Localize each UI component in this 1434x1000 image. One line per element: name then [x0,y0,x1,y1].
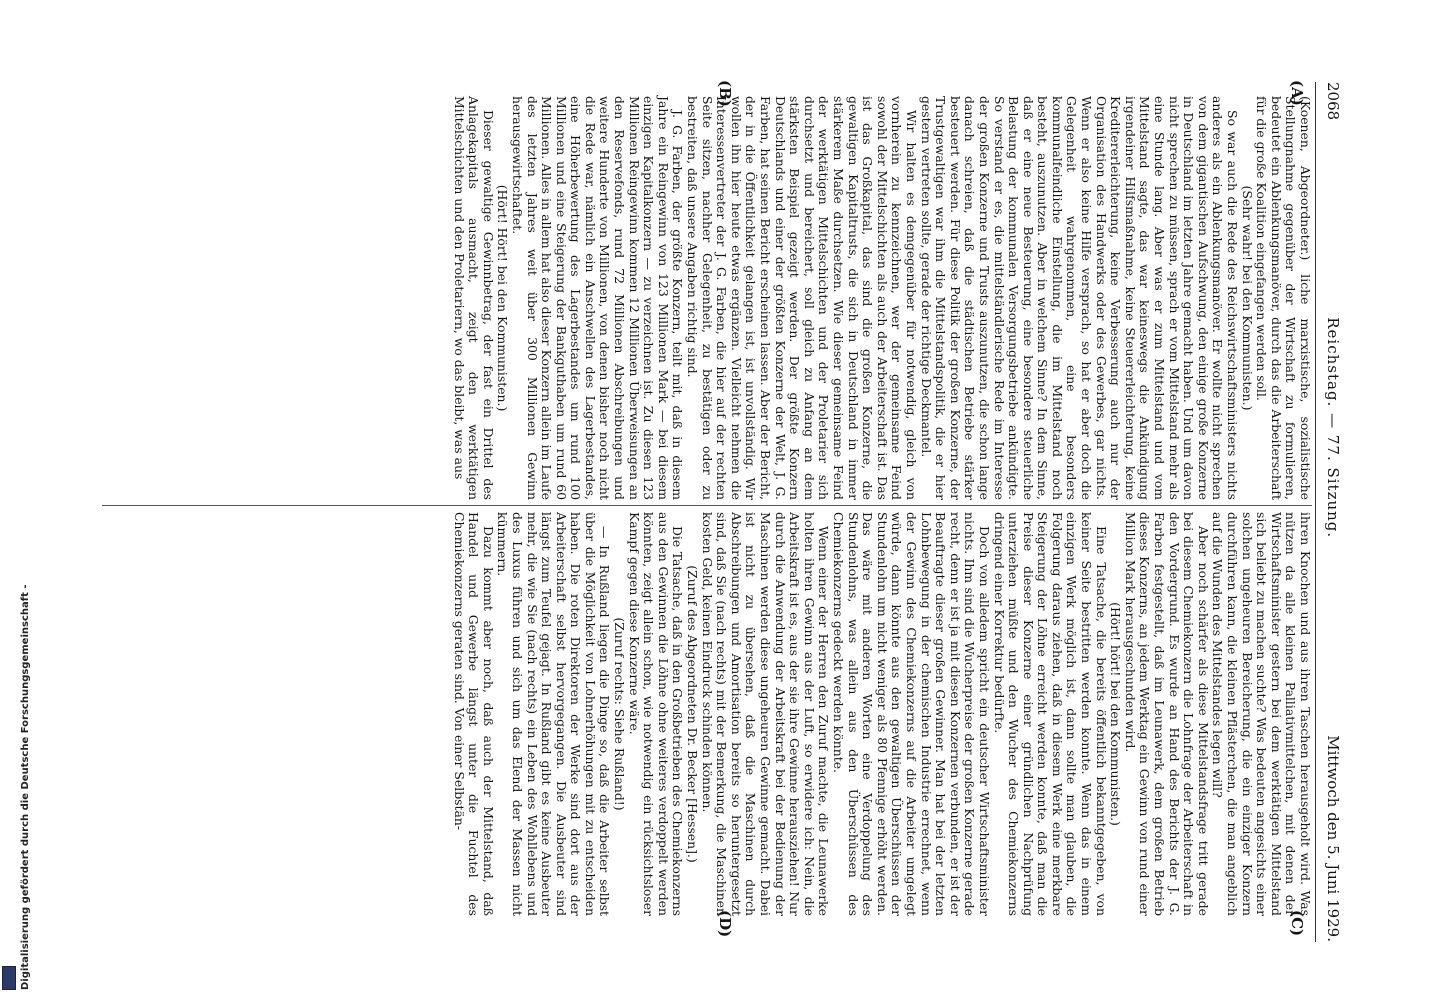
column-divider [102,505,1312,506]
left-column [451,96,1312,500]
interjection: (Sehr wahr! bei den Kommunisten.) [1239,185,1255,411]
digitization-notice-text: Digitalisierung gefördert durch die Deutsche Forschungsgemeinschaft - [20,584,31,990]
paragraph: ihren Knochen und aus ihren Taschen herausgeholt wird. Was nützen da alle kleinen Palliativmittelchen, mit denen der Wirtschaftsminister gestern bei dem werktätigen Mittelstand sich beliebt zu machen suchte? Was bedeuten angesichts einer solchen ungeheuren Bereicherung, die ein einziger Konzern durchführen kann, die kleinen Pflästerchen, die man angeblich auf die Wunden des Mittelstandes legen will? [1210,512,1313,916]
paragraph: So war auch die Rede des Reichswirtschaftsministers nichts anderes als ein Ablenkungsmanöver. Er wollte nicht sprechen von dem gigantischen Aufschwung, den einige große Konzerne in Deutschland im letzten Jahre gemacht haben. Und um davon nicht sprechen zu müssen, sprach er vom Mittelstand mehr als eine Stunde lang. Aber was er zum Mittelstand und vom Mittelstand sagte, das war keineswegs die Ankündigung irgendeiner Hilfsmaßnahme, keine Steuererleichterung, keine Kreditererleichterung, keine Verbesserung auch nur der Organisation des Handwerks oder des Gewerbes, gar nichts. Wenn er also keine Hilfe versprach, so hat er aber doch die Gelegenheit wahrgenommen, eine besonders kommunalfeindliche Einstellung, die im Mittelstand noch besteht, auszunutzen. Aber in welchem Sinne? In dem Sinne, daß er eine neue Besteuerung, eine besondere steuerliche Belastung der kommunalen Versorgungsbetriebe ankündigte. So verstand er es, die mittelständlerische Rede im Interesse der großen Konzerne und Trusts auszunutzen, die schon lange danach schreien, daß die städtischen Betriebe stärker besteuert werden. Für diese Politik der großen Konzerne, der Trustgewaltigen war ihm die Mittelstandspolitik, die er hier gestern vertreten sollte, gerade der richtige Deckmantel. [918,96,1241,500]
paragraph: Dazu kommt aber noch, daß auch der Mittelstand, daß Handel und Gewerbe längst unter die Fuchtel des Chemiekonzerns geraten sind. Von einer Selbstän- [451,512,496,916]
margin-mark-c: (C) [1288,910,1306,937]
paragraph: Die Tatsache, daß in den Großbetrieben des Chemiekonzerns aus den Gewinnen die Löhne ohne weiteres verdoppelt werden könnten, zeigt allein schon, wie notwendig ein rücksichtsloser Kampf gegen diese Konzerne wäre. [626,512,686,916]
margin-mark-b: (B) [716,80,734,107]
dfg-logo-icon [2,966,16,990]
paragraph: Doch von alledem spricht ein deutscher Wirtschaftsminister nichts. Ihm sind die Wucherpreise der großen Konzerne gerade recht, denn er ist ja mit diesen Konzernen verbunden, er ist der Beauftragte dieser großen Gewinner. Man hat bei der letzten Lohnbewegung in der chemischen Industrie errechnet, wenn der Gewinn des Chemiekonzerns auf die Arbeiter umgelegt würde, dann könnte aus den gewaltigen Überschüssen der Stundenlohn um nicht weniger als 80 Pfennige erhöht werden. Das wäre mit anderen Worten eine Verdoppelung des Stundenlohns, was allein aus den Überschüssen des Chemiekonzerns gedeckt werden könnte. [831,512,992,916]
interjection: (Hört! Hört! bei den Kommunisten.) [495,184,511,412]
session-date: Mittwoch den 5. Juni 1929. [1324,735,1342,942]
paragraph: — In Rußland liegen die Dinge so, daß die Arbeiter selbst über die Möglichkeit von Lohnerhöhungen mit zu entscheiden haben. Die roten Direktoren der Werke sind dort aus der Arbeiterschaft selbst hervorgegangen. Die Ausbeuter sind längst zum Teufel gejagt. In Rußland gibt es keine Ausbeuter mehr, die wie Sie (nach rechts) ein Leben des Wohllebens und des Luxus führen und sich um das Elend der Massen nicht kümmern. [495,512,613,916]
paragraph: Dieser gewaltige Gewinnbetrag, der fast ein Drittel des Anlagekapitals ausmacht, zeigt den werktätigen Mittelschichten und den Proletariern, wo das bleibt, was aus [451,96,496,500]
interjection: (Zuruf rechts: Siehe Rußland!) [612,617,628,811]
session-title: Reichstag. — 77. Sitzung. [1324,317,1342,539]
paragraph: Wenn einer der Herren den Zuruf machte, die Leunawerke holten ihren Gewinn aus der Luft, so erwidere ich: Nein, die Arbeitskraft ist es, aus der sie ihre Gewinne herausziehen! Nur durch die Anwendung der Arbeitskraft bei der Bedienung der Maschinen werden diese ungeheuren Gewinne gemacht. Dabei ist nicht zu übersehen, daß die Maschinen durch Abschreibungen und Amortisation bereits so heruntergesetzt sind, daß Sie (nach rechts) mit der Bemerkung, die Maschinen kosten Geld, keinen Eindruck schinden können. [699,512,832,916]
right-column [451,512,1312,916]
interjection: (Zuruf des Abgeordneten Dr. Becker [Hessen].) [685,565,701,863]
paragraph: (Koenen, Abgeordneter.) liche marxistische, sozialistische Stellungnahme gegenüber der Wirtschaft zu formulieren, bedeutet ein Ablenkungsmanöver, durch das die Arbeiterschaft für die große Koalition eingefangen werden soll. [1254,96,1313,500]
paragraph: Aber noch schärfer als diese Mittelstandsfrage tritt gerade bei diesem Chemiekonzern die Lohnfrage der Arbeiterschaft in den Vordergrund. Es wurde an Hand des Berichts der J. G. Farben festgestellt, daß im Leunawerk, dem großen Betrieb dieses Konzerns, an jedem Werktag ein Gewinn von rund einer Million Mark herausgeschunden wird. [1122,512,1211,916]
header-rule [1315,82,1316,942]
paragraph: Eine Tatsache, die bereits öffentlich bekanntgegeben, von keiner Seite bestritten werden konnte. Wenn das in einem einzigen Werk möglich ist, dann sollte man glauben, die Folgerung daraus ziehen, daß in diesem Werk eine merkbare Steigerung der Löhne erreicht werden konnte, daß man die Preise dieser Konzerne einer gründlichen Nachprüfung unterziehen müßte und den Wucher des Chemiekonzerns dringend einer Korrektur bedürfte. [991,512,1109,916]
paragraph: J. G. Farben, der größte Konzern, teilt mit, daß in diesem Jahre ein Reingewinn von 123 Millionen Mark — bei diesem einzigen Kapitalkonzern — zu verzeichnen ist. Zu diesen 123 Millionen Reingewinn kommen 12 Millionen Überweisungen an den Reservefonds, rund 72 Millionen Abschreibungen und weitere Hunderte von Millionen, von denen bisher noch nicht die Rede war, nämlich ein Anschwellen des Lagerbestandes, eine Höherbewertung des Lagerbestandes um rund 100 Millionen und eine Steigerung der Bankguthaben um rund 60 Millionen. Alles in allem hat also dieser Konzern allein im Laufe des letzten Jahres weit über 300 Millionen Gewinn herausgewirtschaftet. [509,96,686,500]
margin-mark-a: (A) [1288,80,1306,106]
digitization-notice [8,584,31,990]
page-number: 2068 [1324,82,1342,121]
interjection: (Hört! hört! bei den Kommunisten.) [1108,602,1124,826]
page-header [1322,82,1342,942]
paragraph: Wir halten es demgegenüber für notwendig, gleich von vornherein zu kennzeichnen, wer der gemeinsame Feind sowohl der Mittelschichten als auch der Arbeiterschaft ist. Das ist das Großkapital, das sind die großen Konzerne, die gewaltigen Kapitaltrusts, die sich in Deutschland in immer stärkerem Maße durchsetzen. Wie dieser gemeinsame Feind der werktätigen Mittelschichten und der Proletarier sich durchsetzt und bereichert, soll gleich zu Anfang an dem stärksten Beispiel gezeigt werden. Der größte Konzern Deutschlands und einer der größten Konzerne der Welt, J. G. Farben, hat seinen Bericht erscheinen lassen. Aber der Bericht, der in die Öffentlichkeit gelangen ist, ist unvollständig. Wir wollen ihn hier heute etwas ergänzen. Vielleicht nehmen die Interessenvertreter der J. G. Farben, die hier auf der rechten Seite sitzen, nachher Gelegenheit, zu bestätigen oder zu bestreiten, daß unsere Angaben richtig sind. [685,96,919,500]
margin-mark-d: (D) [716,910,734,938]
